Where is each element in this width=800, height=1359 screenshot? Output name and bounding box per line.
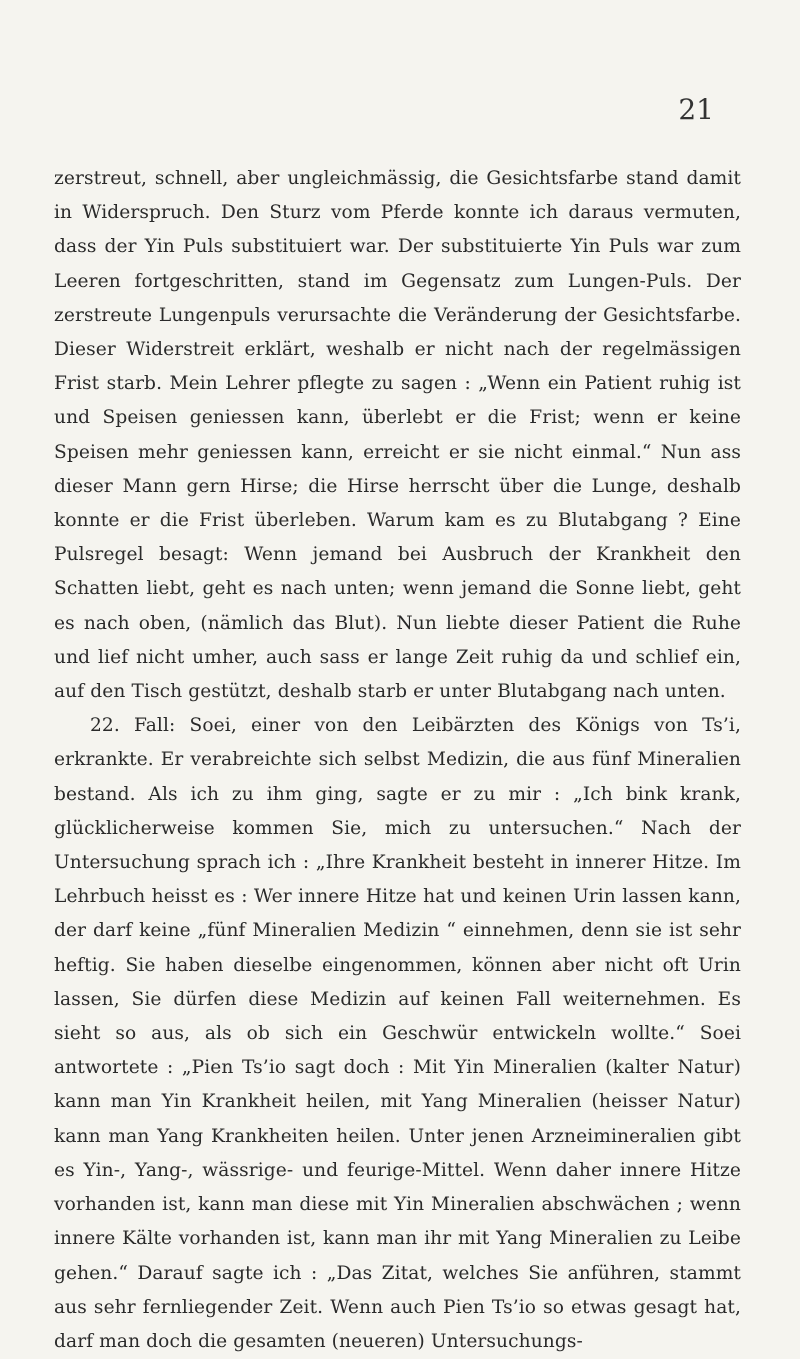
page-number: 21	[678, 93, 714, 126]
paragraph-case-22: 22. Fall: Soei, einer von den Leibärzten des Königs von Ts’i, erkrankte. Er verabreichte sich selbst Medizin, die aus fünf Mineralien bestand. Als ich zu ihm ging, sagte er zu mir : „Ich bink krank, glücklicherweise kommen Sie, mich zu untersuchen.“ Nach der Untersuchung sprach ich : „Ihre Krankheit besteht in innerer Hitze. Im Lehrbuch heisst es : Wer innere Hitze hat und keinen Urin lassen kann, der darf keine „fünf Mineralien Medizin “ einnehmen, denn sie ist sehr heftig. Sie haben dieselbe eingenommen, können aber nicht oft Urin lassen, Sie dürfen diese Medizin auf keinen Fall weiternehmen. Es sieht so aus, als ob sich ein Geschwür entwickeln wollte.“ Soei antwortete : „Pien Ts’io sagt doch : Mit Yin Mineralien (kalter Natur) kann man Yin Krankheit heilen, mit Yang Mineralien (heisser Natur) kann man Yang Krankheiten heilen. Unter jenen Arzneimineralien gibt es Yin-, Yang-, wässrige- und feurige-Mittel. Wenn daher innere Hitze vorhanden ist, kann man diese mit Yin Mineralien abschwächen ; wenn innere Kälte vorhanden ist, kann man ihr mit Yang Mineralien zu Leibe gehen.“ Darauf sagte ich : „Das Zitat, welches Sie anführen, stammt aus sehr fernliegender Zeit. Wenn auch Pien Ts’io so etwas gesagt hat, darf man doch die gesamten (neueren) Untersuchungs-	[54, 715, 741, 1352]
body-text	[54, 162, 741, 1359]
paragraph-continuation: zerstreut, schnell, aber ungleichmässig, die Gesichtsfarbe stand damit in Widerspruch. Den Sturz vom Pferde konnte ich daraus vermuten, dass der Yin Puls substituiert war. Der substituierte Yin Puls war zum Leeren fortgeschritten, stand im Gegensatz zum Lungen-Puls. Der zerstreute Lungenpuls verursachte die Veränderung der Gesichtsfarbe. Dieser Widerstreit erklärt, weshalb er nicht nach der regelmässigen Frist starb. Mein Lehrer pflegte zu sagen : „Wenn ein Patient ruhig ist und Speisen geniessen kann, überlebt er die Frist; wenn er keine Speisen mehr geniessen kann, erreicht er sie nicht einmal.“ Nun ass dieser Mann gern Hirse; die Hirse herrscht über die Lunge, deshalb konnte er die Frist überleben. Warum kam es zu Blutabgang ? Eine Pulsregel besagt: Wenn jemand bei Ausbruch der Krankheit den Schatten liebt, geht es nach unten; wenn jemand die Sonne liebt, geht es nach oben, (nämlich das Blut). Nun liebte dieser Patient die Ruhe und lief nicht umher, auch sass er lange Zeit ruhig da und schlief ein, auf den Tisch gestützt, deshalb starb er unter Blutabgang nach unten.	[54, 168, 741, 703]
